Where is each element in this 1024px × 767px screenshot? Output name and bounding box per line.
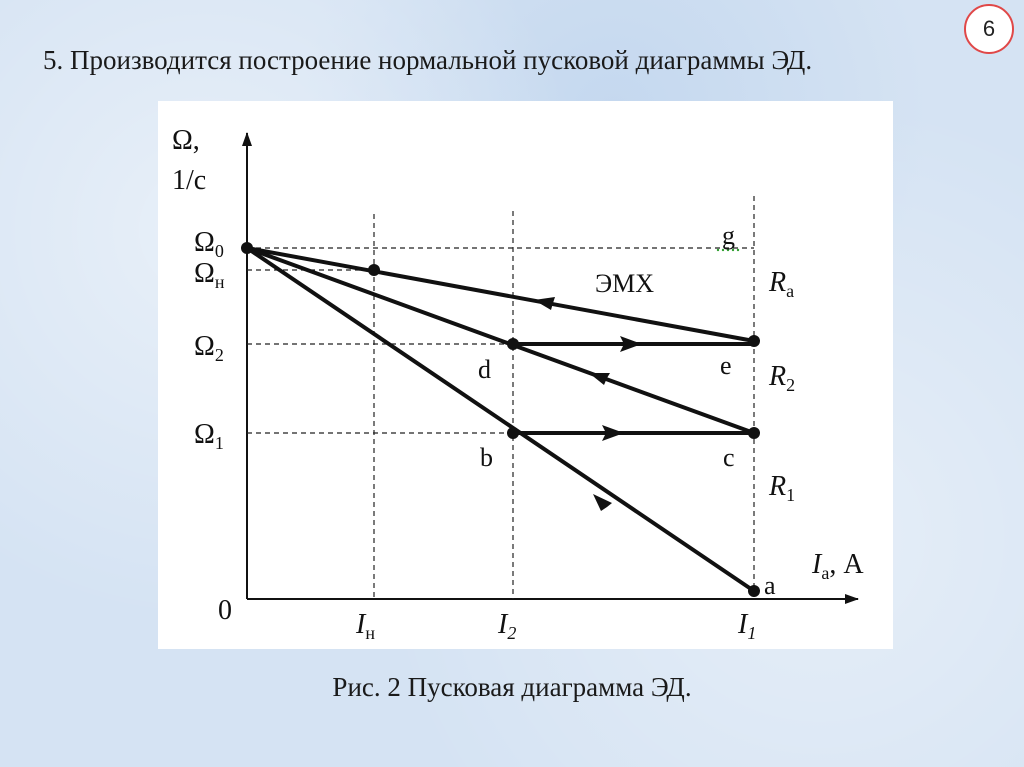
characteristic-r2: [247, 248, 754, 433]
r-2-label: $R_2$: [769, 361, 796, 395]
point-omegaN: [368, 264, 380, 276]
g-mark-dot: [717, 249, 719, 251]
x-axis-label: $I_а$, А: [812, 549, 864, 583]
omega2-label: $\Omega_2$: [194, 331, 224, 365]
y-axis-label-line2: 1/с: [172, 165, 207, 196]
omegaN-label: $\Omega_н$: [194, 258, 225, 292]
point-g-label: g: [722, 221, 735, 250]
omega1-label: $\Omega_1$: [194, 419, 224, 453]
starting-diagram-figure: [158, 101, 893, 649]
page-number: 6: [982, 16, 996, 41]
point-b: [507, 427, 519, 439]
omega0-label: $\Omega_0$: [194, 227, 224, 261]
arrow-on-r1: [593, 494, 612, 511]
arrow-on-emx: [534, 297, 555, 310]
i1-label: $I_1$: [738, 609, 757, 643]
point-b-label: b: [480, 443, 493, 472]
iN-label: $I_н$: [356, 609, 375, 643]
slide-title: 5. Производится построение нормальной пусковой диаграммы ЭД.: [43, 45, 813, 75]
i2-label: $I_2$: [498, 609, 517, 643]
starting-diagram-svg: [158, 101, 893, 649]
r-a-label: $R_а$: [769, 267, 795, 301]
origin-label: 0: [218, 595, 232, 626]
point-c-label: c: [723, 443, 735, 472]
r-1-label: $R_1$: [769, 471, 796, 505]
page-number-badge: [964, 4, 1014, 54]
point-e-label: e: [720, 351, 732, 380]
y-axis-label-line1: Ω,: [172, 125, 200, 156]
point-d: [507, 338, 519, 350]
point-omega0: [241, 242, 253, 254]
g-mark-dot: [737, 249, 739, 251]
point-e: [748, 335, 760, 347]
point-a: [748, 585, 760, 597]
point-c: [748, 427, 760, 439]
point-a-label: a: [764, 571, 776, 600]
emx-label: ЭМХ: [595, 269, 655, 298]
figure-caption: Рис. 2 Пусковая диаграмма ЭД.: [332, 672, 692, 702]
point-d-label: d: [478, 355, 491, 384]
natural-characteristic-emx: [247, 248, 754, 341]
characteristic-r1: [247, 248, 754, 591]
